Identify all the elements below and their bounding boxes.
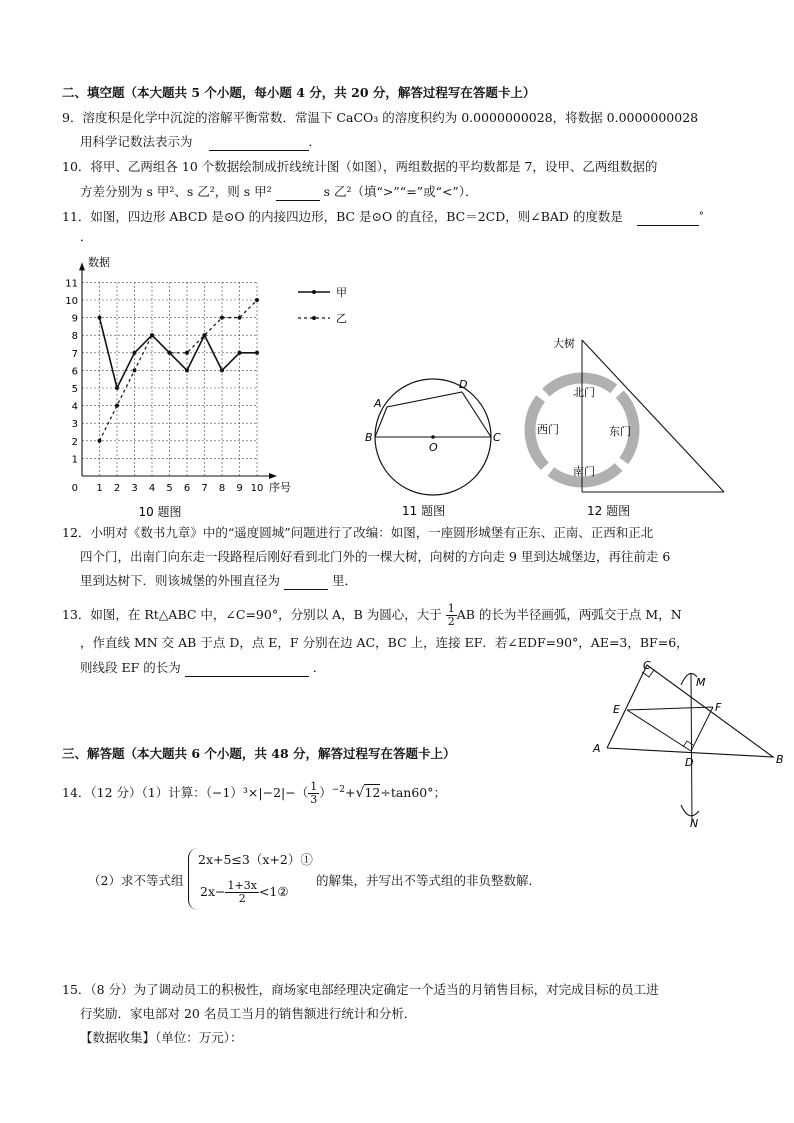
- fig13-seg-fd: [691, 707, 713, 751]
- q15-line2: 行奖励．家电部对 20 名员工当月的销售额进行统计和分析．: [80, 1006, 417, 1021]
- data-point-yi: [150, 333, 154, 337]
- q14-fraction: [308, 781, 319, 806]
- y-tick-label: 6: [71, 366, 78, 378]
- q12-line2: 四个门，出南门向东走一段路程后刚好看到北门外的一棵大树，向树的方向走 9 里到达城堡边，再往前走 6: [80, 549, 671, 564]
- data-point-yi: [133, 368, 137, 372]
- legend-label-yi: 乙: [336, 312, 347, 325]
- q13-text-b: AB 的长为半径画弧，两弧交于点 M，N: [456, 607, 682, 622]
- legend-dot-jia: [312, 290, 316, 294]
- fig13-triangle-diagram: [585, 655, 790, 830]
- fig11-quadrilateral: [375, 392, 491, 437]
- data-point-jia: [220, 368, 224, 372]
- q13-answer-blank[interactable]: [185, 662, 309, 677]
- fig10-chart: [60, 250, 347, 520]
- y-tick-label: 10: [65, 296, 78, 307]
- q11-line1: [62, 208, 704, 226]
- origin-label: 0: [71, 483, 78, 494]
- q9-end: ．: [308, 134, 322, 149]
- data-point-jia: [238, 351, 242, 355]
- x-tick-label: 2: [113, 483, 121, 494]
- q9-answer-blank[interactable]: [209, 136, 309, 151]
- q12-text-a: 里到达树下．则该城堡的外围直径为: [80, 573, 281, 588]
- x-tick-label: 5: [166, 483, 173, 494]
- y-tick-label: 11: [65, 278, 78, 290]
- fig12-south-label: 南门: [573, 465, 595, 478]
- data-point-yi: [238, 316, 242, 320]
- y-tick-label: 9: [71, 313, 78, 325]
- fig12-north-label: 北门: [573, 386, 595, 399]
- fig13-label-e: E: [613, 703, 620, 716]
- x-tick-label: 7: [201, 483, 208, 494]
- q13-frac-num: 1: [447, 602, 455, 615]
- q13-line1: [62, 603, 682, 628]
- q14-ineq2-left: 2x−: [200, 884, 226, 899]
- y-tick-label: 8: [71, 331, 78, 343]
- x-tick-label: 1: [96, 483, 103, 494]
- fig13-label-b: B: [776, 753, 784, 766]
- fig13-label-d: D: [685, 756, 694, 769]
- q13-line2: ，作直线 MN 交 AB 于点 D，点 E，F 分别在边 AC，BC 上，连接 EF．若∠EDF=90°，AE=3，BF=6，: [80, 635, 689, 650]
- q13-text-a: 13．如图，在 Rt△ABC 中，∠C=90°，分别以 A，B 为圆心，大于: [62, 607, 442, 622]
- q11-answer-blank[interactable]: [637, 211, 699, 226]
- y-tick-label: 4: [71, 401, 78, 413]
- q14-inequality-2: [200, 880, 289, 905]
- y-axis-label: 数据: [88, 256, 110, 269]
- q11-text: 11．如图，四边形 ABCD 是⊙O 的内接四边形，BC 是⊙O 的直径，BC＝2CD，则∠BAD 的度数是: [62, 209, 623, 224]
- q9-line2: [80, 133, 321, 151]
- fig11-circle-diagram: [360, 345, 510, 520]
- q14-close-paren: ）: [319, 785, 332, 801]
- x-tick-label: 10: [250, 483, 264, 494]
- q14-ineq2-fraction: [225, 880, 258, 905]
- y-tick-label: 1: [71, 454, 78, 466]
- y-axis-arrow: [79, 262, 85, 270]
- fig13-label-c: C: [643, 659, 651, 672]
- data-point-yi: [168, 351, 172, 355]
- q12-line1: 12．小明对《数书九章》中的“遥度圆城”问题进行了改编：如图，一座圆形城堡有正东、正南、正西和正北: [62, 525, 654, 540]
- q13-frac-den: 2: [447, 615, 455, 628]
- q14-part2-intro: （2）求不等式组: [88, 873, 184, 888]
- data-point-jia: [185, 368, 189, 372]
- q14-sqrt-value: 12: [364, 785, 381, 801]
- q10-text-a: 方差分别为 s 甲²、s 乙²，则 s 甲²: [80, 184, 272, 199]
- fig13-seg-ef: [627, 707, 713, 710]
- fig10-caption: 10 题图: [138, 505, 182, 519]
- fig11-label-c: C: [493, 431, 501, 444]
- y-tick-label: 2: [71, 436, 78, 448]
- q14-inequality-1: 2x+5≤3（x+2）①: [198, 852, 313, 867]
- q14-frac-den: 3: [310, 793, 318, 807]
- q15-line1: 15．（8 分）为了调动员工的积极性，商场家电部经理决定确定一个适当的月销售目标，对完成目标的员工进: [62, 982, 659, 997]
- fig13-line-mn: [691, 673, 692, 823]
- x-axis-label: 序号: [269, 481, 291, 494]
- q13-fraction: [446, 603, 457, 628]
- fig13-label-n: N: [690, 817, 699, 830]
- data-point-yi: [115, 404, 119, 408]
- data-point-yi: [203, 333, 207, 337]
- q10-line2: [80, 183, 478, 201]
- x-tick-label: 8: [218, 483, 226, 494]
- q12-answer-blank[interactable]: [284, 575, 328, 590]
- q14-ineq2-right: <1②: [258, 884, 289, 899]
- q14-sqrt-sign: √: [355, 785, 365, 802]
- q14-part2-end: 的解集，并写出不等式组的非负整数解．: [316, 873, 542, 888]
- data-point-jia: [255, 351, 259, 355]
- q13-end: ．: [312, 660, 326, 675]
- data-point-jia: [115, 386, 119, 390]
- x-tick-label: 9: [236, 483, 243, 494]
- legend-dot-yi: [312, 316, 316, 320]
- q13-line3: [80, 659, 325, 677]
- q9-text: 用科学记数法表示为: [80, 134, 193, 149]
- fig13-label-m: M: [696, 676, 706, 689]
- data-point-yi: [98, 439, 102, 443]
- q14-frac-num: 1: [310, 780, 318, 794]
- fig12-sightline: [582, 340, 724, 492]
- q11-line2: ．: [80, 229, 93, 244]
- y-tick-label: 3: [71, 419, 78, 431]
- q9-line1: 9．溶度积是化学中沉淀的溶解平衡常数．常温下 CaCO₃ 的溶度积约为 0.0000000028，将数据 0.0000000028: [62, 110, 699, 125]
- fig13-seg-ed: [627, 710, 691, 751]
- fig12-tree-label: 大树: [553, 337, 575, 350]
- x-tick-label: 6: [183, 483, 191, 494]
- fig12-east-label: 东门: [609, 425, 631, 438]
- fig13-label-a: A: [593, 742, 601, 755]
- fig11-label-d: D: [459, 378, 468, 391]
- section-3-heading: 三、解答题（本大题共 6 个小题，共 48 分，解答过程写在答题卡上）: [62, 746, 456, 761]
- q14-ineq2-num: 1+3x: [227, 879, 257, 892]
- y-tick-label: 5: [71, 384, 78, 395]
- q14-exponent: −2: [331, 785, 346, 795]
- q15-line3: 【数据收集】（单位：万元）：: [80, 1030, 243, 1045]
- x-tick-label: 3: [131, 483, 138, 494]
- x-tick-label: 4: [148, 483, 156, 494]
- q14-ineq2-den: 2: [238, 892, 246, 905]
- q14-part1: [62, 779, 446, 806]
- q14-plus: +: [345, 785, 356, 801]
- q14-rest: ÷tan60°；: [380, 785, 446, 801]
- fig13-arc-n: [681, 805, 699, 816]
- q10-text-b: s 乙²（填“>”“=”或“<”）．: [323, 184, 478, 199]
- fig11-caption: 11 题图: [402, 504, 446, 518]
- fig11-label-a: A: [374, 397, 382, 410]
- y-tick-label: 7: [71, 348, 78, 360]
- q11-degree: °: [698, 211, 704, 222]
- fig11-label-b: B: [365, 431, 373, 444]
- q10-line1: 10．将甲、乙两组各 10 个数据绘制成折线统计图（如图），两组数据的平均数都是 7，设甲、乙两组数据的: [62, 159, 658, 174]
- fig12-west-label: 西门: [537, 423, 559, 436]
- fig12-castle-diagram: [510, 330, 740, 520]
- data-point-jia: [98, 316, 102, 320]
- data-point-yi: [185, 351, 189, 355]
- q10-answer-blank[interactable]: [276, 186, 320, 201]
- fig12-caption: 12 题图: [587, 504, 631, 518]
- q13-text-a2: 则线段 EF 的长为: [80, 660, 181, 675]
- q12-text-b: 里．: [332, 573, 358, 588]
- data-point-yi: [220, 316, 224, 320]
- q12-line3: [80, 572, 357, 590]
- data-point-jia: [133, 351, 137, 355]
- fig11-center-dot: [431, 435, 435, 439]
- x-axis-arrow: [269, 473, 277, 479]
- fig13-arc-m: [681, 673, 697, 685]
- data-point-yi: [255, 298, 259, 302]
- q14-label: 14．（12 分）（1）计算：（−1）³×|−2|−（: [62, 785, 309, 801]
- section-2-heading: 二、填空题（本大题共 5 个小题，每小题 4 分，共 20 分，解答过程写在答题卡上）: [62, 85, 536, 100]
- fig13-label-f: F: [715, 701, 722, 714]
- fig11-label-o: O: [429, 441, 438, 454]
- legend-label-jia: 甲: [336, 286, 347, 299]
